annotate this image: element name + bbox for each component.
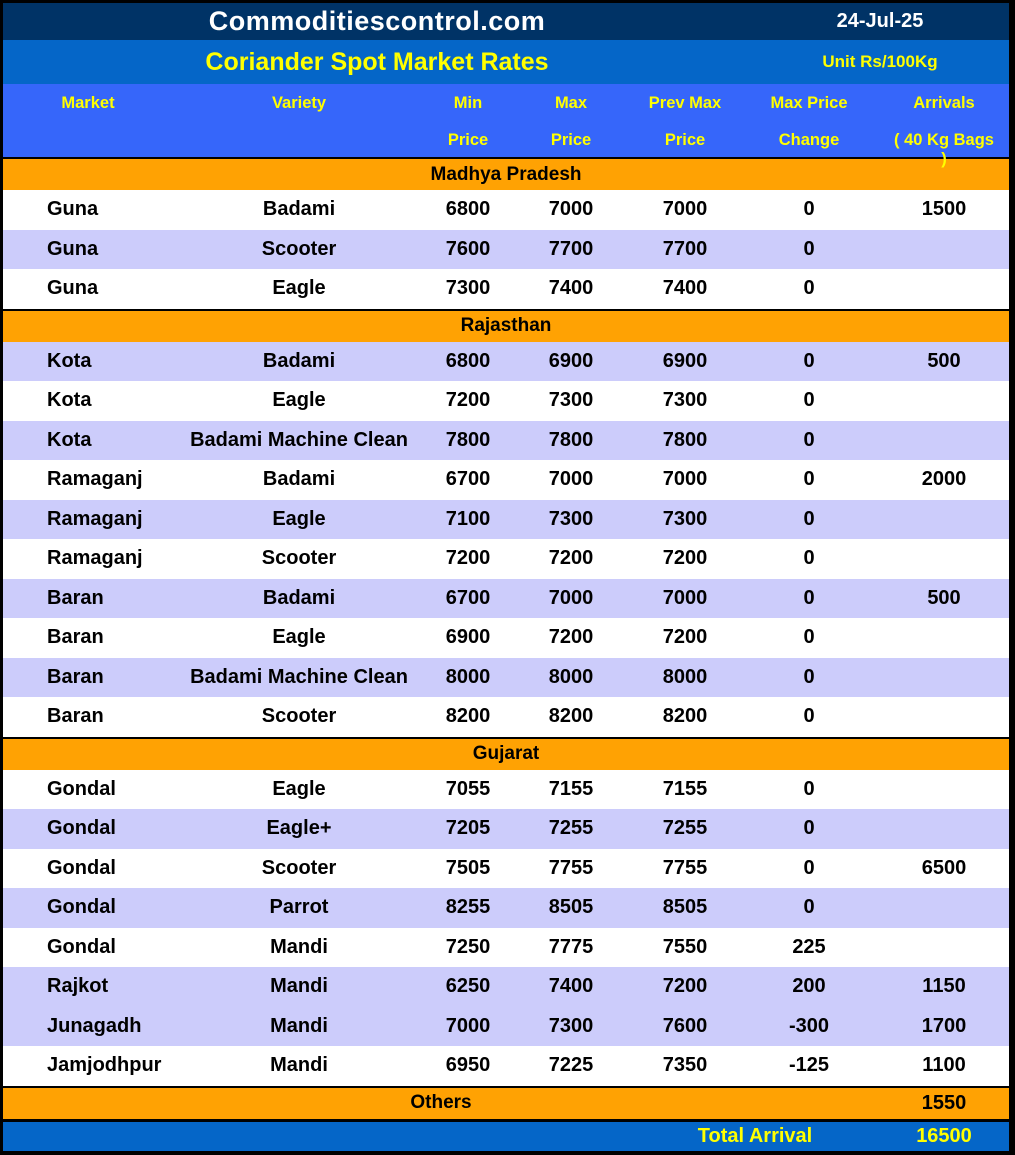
top-banner — [3, 3, 1009, 40]
others-label: Others — [410, 1092, 472, 1113]
cell-max-price: 7300 — [548, 507, 594, 530]
table-row — [3, 1007, 1009, 1047]
cell-max-price-change: 0 — [803, 547, 815, 570]
cell-variety: Eagle — [272, 626, 326, 649]
cell-arrivals — [879, 618, 1009, 658]
cell-min-price: 7505 — [445, 856, 491, 879]
cell-variety: Badami Machine Clean — [190, 428, 408, 451]
cell-variety: Eagle — [272, 507, 326, 530]
cell-market: Gondal — [47, 935, 116, 958]
cell-max-price-change: -300 — [788, 1014, 830, 1037]
cell-variety: Eagle+ — [266, 817, 332, 840]
table-row — [3, 1046, 1009, 1086]
cell-prev-max-price: 7000 — [662, 586, 708, 609]
table-row — [3, 658, 1009, 698]
cell-prev-max-price: 7550 — [662, 935, 708, 958]
cell-variety: Parrot — [269, 896, 329, 919]
section-name: Rajasthan — [460, 315, 552, 336]
cell-max-price: 7755 — [548, 856, 594, 879]
section-header-row — [3, 309, 1009, 342]
total-arrival-value: 16500 — [916, 1125, 972, 1147]
table-row — [3, 500, 1009, 540]
title-bar — [3, 40, 1009, 84]
col-header-max-price: Max Price — [550, 94, 592, 149]
cell-min-price: 7200 — [445, 547, 491, 570]
report-title: Coriander Spot Market Rates — [205, 47, 549, 76]
cell-market: Ramaganj — [47, 547, 143, 570]
cell-max-price: 7800 — [548, 428, 594, 451]
cell-max-price: 7300 — [548, 1014, 594, 1037]
cell-arrivals: 1150 — [922, 975, 966, 998]
cell-market: Gondal — [47, 817, 116, 840]
cell-arrivals — [879, 658, 1009, 698]
section-header-row — [3, 737, 1009, 770]
cell-min-price: 7300 — [445, 277, 491, 300]
cell-max-price-change: 0 — [803, 349, 815, 372]
table-row — [3, 967, 1009, 1007]
table-row — [3, 618, 1009, 658]
cell-min-price: 8255 — [445, 896, 491, 919]
table-row — [3, 849, 1009, 889]
cell-prev-max-price: 7755 — [662, 856, 708, 879]
cell-max-price-change: 0 — [803, 777, 815, 800]
cell-prev-max-price: 7000 — [662, 468, 708, 491]
cell-min-price: 6800 — [445, 349, 491, 372]
cell-max-price-change: -125 — [788, 1054, 830, 1077]
cell-prev-max-price: 7300 — [662, 507, 708, 530]
cell-prev-max-price: 7200 — [662, 547, 708, 570]
cell-market: Baran — [47, 665, 104, 688]
cell-min-price: 7250 — [445, 935, 491, 958]
others-row — [3, 1086, 1009, 1119]
cell-max-price-change: 0 — [803, 389, 815, 412]
cell-max-price: 6900 — [548, 349, 594, 372]
cell-market: Baran — [47, 705, 104, 728]
cell-prev-max-price: 7155 — [662, 777, 708, 800]
cell-market: Ramaganj — [47, 468, 143, 491]
cell-min-price: 6700 — [445, 586, 491, 609]
table-row — [3, 421, 1009, 461]
cell-market: Rajkot — [47, 975, 109, 998]
col-header-min-price: Min Price — [447, 94, 489, 149]
cell-max-price-change: 0 — [803, 665, 815, 688]
cell-min-price: 8200 — [445, 705, 491, 728]
cell-arrivals: 6500 — [921, 856, 967, 879]
cell-arrivals: 500 — [927, 586, 961, 609]
table-row — [3, 381, 1009, 421]
cell-max-price: 8505 — [548, 896, 594, 919]
cell-arrivals — [879, 539, 1009, 579]
cell-arrivals — [879, 381, 1009, 421]
cell-max-price-change: 0 — [803, 705, 815, 728]
cell-max-price-change: 0 — [803, 468, 815, 491]
cell-max-price-change: 200 — [792, 975, 826, 998]
cell-variety: Eagle — [272, 389, 326, 412]
cell-prev-max-price: 7700 — [662, 237, 708, 260]
cell-variety: Eagle — [272, 277, 326, 300]
cell-variety: Badami — [262, 198, 336, 221]
cell-max-price-change: 0 — [803, 277, 815, 300]
cell-max-price-change: 0 — [803, 896, 815, 919]
cell-market: Kota — [47, 428, 92, 451]
cell-max-price: 7400 — [548, 277, 594, 300]
cell-max-price: 7200 — [548, 626, 594, 649]
cell-market: Kota — [47, 389, 92, 412]
cell-prev-max-price: 7350 — [662, 1054, 708, 1077]
total-row — [3, 1119, 1009, 1152]
cell-arrivals: 1100 — [922, 1054, 966, 1077]
cell-max-price-change: 0 — [803, 198, 815, 221]
cell-prev-max-price: 7200 — [662, 975, 708, 998]
total-arrival-label: Total Arrival — [697, 1125, 813, 1147]
cell-market: Gondal — [47, 896, 116, 919]
cell-max-price: 7775 — [548, 935, 594, 958]
cell-max-price: 7000 — [548, 468, 594, 491]
cell-min-price: 7000 — [445, 1014, 491, 1037]
cell-prev-max-price: 7800 — [662, 428, 708, 451]
others-arrivals: 1550 — [921, 1091, 967, 1114]
cell-variety: Mandi — [270, 1014, 328, 1037]
table-row — [3, 579, 1009, 619]
section-name: Gujarat — [472, 743, 540, 764]
cell-max-price-change: 0 — [803, 856, 815, 879]
cell-max-price: 7000 — [548, 198, 594, 221]
cell-max-price: 7400 — [548, 975, 594, 998]
cell-arrivals: 500 — [927, 349, 961, 372]
cell-min-price: 6700 — [445, 468, 491, 491]
col-header-market: Market — [61, 94, 115, 112]
cell-min-price: 6950 — [445, 1054, 491, 1077]
cell-market: Baran — [47, 586, 104, 609]
table-body — [3, 157, 1009, 1086]
cell-variety: Badami Machine Clean — [190, 665, 408, 688]
cell-min-price: 7100 — [445, 507, 491, 530]
table-row — [3, 928, 1009, 968]
site-title: Commoditiescontrol.com — [208, 6, 546, 36]
cell-max-price: 7225 — [548, 1054, 594, 1077]
col-header-prev-max-price: Prev Max Price — [648, 94, 722, 149]
cell-max-price-change: 0 — [803, 586, 815, 609]
report-date: 24-Jul-25 — [836, 10, 924, 32]
cell-prev-max-price: 7200 — [662, 626, 708, 649]
cell-prev-max-price: 7400 — [662, 277, 708, 300]
cell-variety: Mandi — [270, 1054, 328, 1077]
table-row — [3, 809, 1009, 849]
cell-max-price-change: 0 — [803, 626, 815, 649]
cell-max-price: 7700 — [548, 237, 594, 260]
cell-market: Ramaganj — [47, 507, 143, 530]
col-header-variety: Variety — [271, 94, 327, 112]
cell-market: Guna — [47, 237, 99, 260]
col-header-max-price-change: Max Price Change — [770, 94, 848, 149]
column-header-row — [3, 84, 1009, 168]
cell-market: Junagadh — [47, 1014, 142, 1037]
cell-max-price: 7300 — [548, 389, 594, 412]
table-row — [3, 888, 1009, 928]
table-row — [3, 342, 1009, 382]
cell-prev-max-price: 8505 — [662, 896, 708, 919]
cell-min-price: 7800 — [445, 428, 491, 451]
cell-prev-max-price: 8000 — [662, 665, 708, 688]
cell-arrivals: 1500 — [921, 198, 967, 221]
col-header-arrivals: Arrivals ( 40 Kg Bags ) — [894, 94, 994, 168]
cell-arrivals — [879, 269, 1009, 309]
table-row — [3, 539, 1009, 579]
section-header-row — [3, 157, 1009, 190]
cell-market: Guna — [47, 198, 99, 221]
cell-market: Guna — [47, 277, 99, 300]
cell-arrivals — [879, 928, 1009, 968]
cell-prev-max-price: 8200 — [662, 705, 708, 728]
cell-max-price-change: 0 — [803, 428, 815, 451]
cell-max-price: 8000 — [548, 665, 594, 688]
cell-variety: Mandi — [270, 975, 328, 998]
cell-max-price: 7155 — [548, 777, 594, 800]
cell-market: Gondal — [47, 856, 116, 879]
cell-arrivals — [879, 809, 1009, 849]
cell-prev-max-price: 7600 — [662, 1014, 708, 1037]
cell-market: Jamjodhpur — [47, 1054, 162, 1077]
cell-variety: Eagle — [272, 777, 326, 800]
cell-arrivals — [879, 230, 1009, 270]
cell-prev-max-price: 7000 — [662, 198, 708, 221]
cell-min-price: 6800 — [445, 198, 491, 221]
table-row — [3, 770, 1009, 810]
cell-variety: Badami — [262, 468, 336, 491]
cell-prev-max-price: 7255 — [662, 817, 708, 840]
table-row — [3, 190, 1009, 230]
section-name: Madhya Pradesh — [430, 163, 582, 185]
table-row — [3, 269, 1009, 309]
cell-arrivals — [879, 770, 1009, 810]
cell-min-price: 6250 — [445, 975, 491, 998]
cell-max-price-change: 225 — [792, 935, 826, 958]
cell-arrivals — [879, 421, 1009, 461]
cell-market: Gondal — [47, 777, 116, 800]
cell-arrivals: 2000 — [921, 468, 967, 491]
table-row — [3, 697, 1009, 737]
cell-max-price: 7000 — [548, 586, 594, 609]
unit-label: Unit Rs/100Kg — [822, 52, 938, 71]
cell-max-price-change: 0 — [803, 507, 815, 530]
cell-variety: Mandi — [270, 935, 328, 958]
cell-market: Kota — [47, 349, 92, 372]
cell-variety: Badami — [262, 349, 336, 372]
cell-min-price: 7200 — [445, 389, 491, 412]
cell-arrivals — [879, 888, 1009, 928]
cell-market: Baran — [47, 626, 104, 649]
cell-max-price-change: 0 — [803, 817, 815, 840]
cell-max-price: 7255 — [548, 817, 594, 840]
cell-max-price: 8200 — [548, 705, 594, 728]
cell-min-price: 8000 — [445, 665, 491, 688]
cell-min-price: 7600 — [445, 237, 491, 260]
cell-variety: Badami — [262, 586, 336, 609]
cell-prev-max-price: 6900 — [662, 349, 708, 372]
cell-arrivals — [879, 697, 1009, 737]
cell-min-price: 7055 — [445, 777, 491, 800]
cell-variety: Scooter — [261, 237, 337, 260]
cell-min-price: 7205 — [445, 817, 491, 840]
cell-variety: Scooter — [261, 547, 337, 570]
cell-prev-max-price: 7300 — [662, 389, 708, 412]
cell-arrivals — [879, 500, 1009, 540]
cell-max-price-change: 0 — [803, 237, 815, 260]
cell-variety: Scooter — [261, 705, 337, 728]
cell-max-price: 7200 — [548, 547, 594, 570]
table-row — [3, 230, 1009, 270]
cell-arrivals: 1700 — [921, 1014, 967, 1037]
cell-min-price: 6900 — [445, 626, 491, 649]
table-row — [3, 460, 1009, 500]
cell-variety: Scooter — [261, 856, 337, 879]
